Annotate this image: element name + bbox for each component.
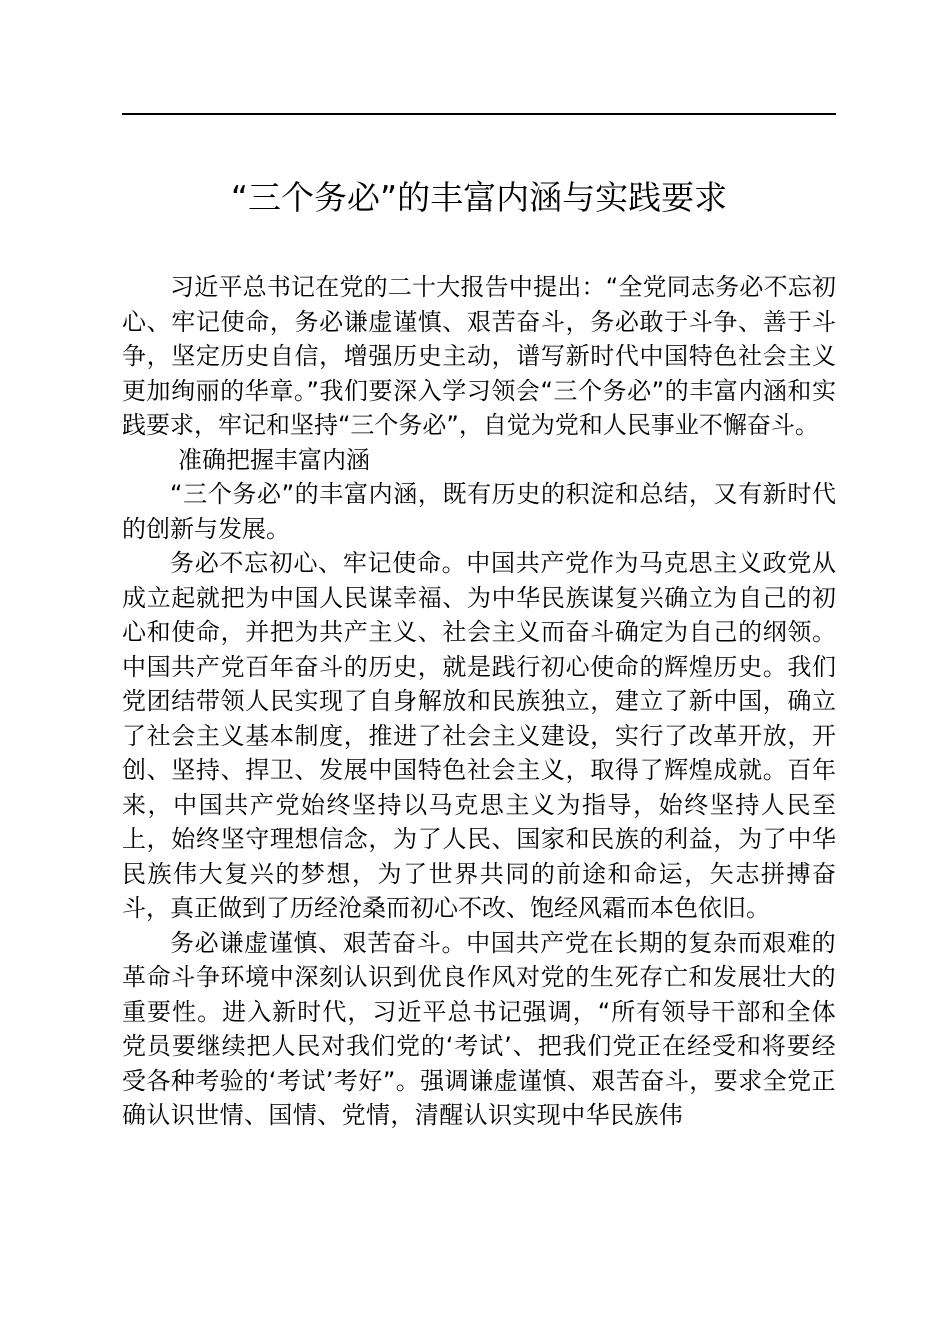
paragraph-modesty: 务必谦虚谨慎、艰苦奋斗。中国共产党在长期的复杂而艰难的革命斗争环境中深刻认识到优良作风对党的生死存亡和发展壮大的重要性。进入新时代，习近平总书记强调，“所有领导干部和全体党员要继续把人民对我们党的‘考试’、把我们党正在经受和将要经受各种考验的‘考试’考好”。强调谦虚谨慎、艰苦奋斗，要求全党正确认识世情、国情、党情，清醒认识实现中华民族伟 xyxy=(122,928,836,1129)
section-heading: 准确把握丰富内涵 xyxy=(178,445,370,474)
paragraph-overview: “三个务必”的丰富内涵，既有历史的积淀和总结，又有新时代的创新与发展。 xyxy=(122,480,836,543)
paragraph-mission: 务必不忘初心、牢记使命。中国共产党作为马克思主义政党从成立起就把为中国人民谋幸福、为中华民族谋复兴确立为自己的初心和使命，并把为共产主义、社会主义而奋斗确定为自己的纲领。中国共产党百年奋斗的历史，就是践行初心使命的辉煌历史。我们党团结带领人民实现了自身解放和民族独立，建立了新中国，确立了社会主义基本制度，推进了社会主义建设，实行了改革开放，开创、坚持、捍卫、发展中国特色社会主义，取得了辉煌成就。百年来，中国共产党始终坚持以马克思主义为指导，始终坚持人民至上，始终坚守理想信念，为了人民、国家和民族的利益，为了中华民族伟大复兴的梦想，为了世界共同的前途和命运，矢志拼搏奋斗，真正做到了历经沧桑而初心不改、饱经风霜而本色依旧。 xyxy=(122,549,836,922)
page-title: “三个务必”的丰富内涵与实践要求 xyxy=(230,178,728,217)
document-body xyxy=(122,270,836,1133)
header-rule xyxy=(122,113,836,115)
paragraph-intro: 习近平总书记在党的二十大报告中提出：“全党同志务必不忘初心、牢记使命，务必谦虚谨慎、艰苦奋斗，务必敢于斗争、善于斗争，坚定历史自信，增强历史主动，谱写新时代中国特色社会主义更加绚丽的华章。”我们要深入学习领会“三个务必”的丰富内涵和实践要求，牢记和坚持“三个务必”，自觉为党和人民事业不懈奋斗。 xyxy=(122,273,836,439)
